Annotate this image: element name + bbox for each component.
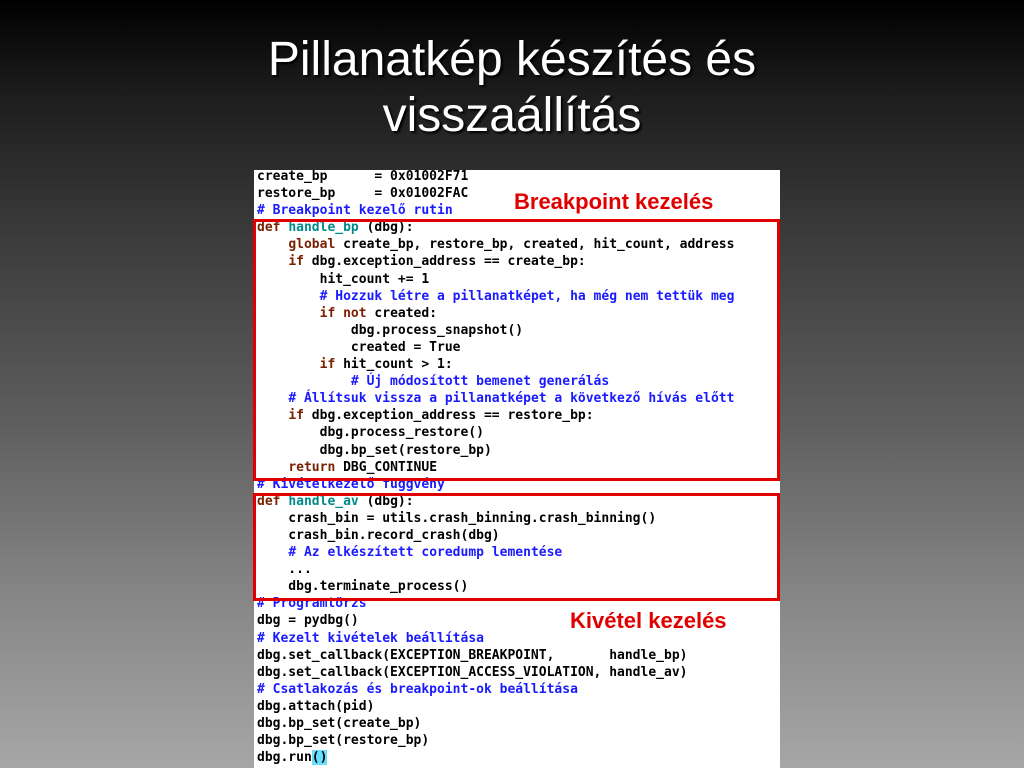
code-comment-line: # Breakpoint kezelő rutin	[257, 203, 453, 219]
code-comment-line: # Kezelt kivételek beállítása	[257, 630, 484, 646]
code-line: if hit_count > 1:	[319, 357, 453, 373]
code-comment-line: # Programtörzs	[257, 596, 367, 612]
code-line: def handle_bp (dbg):	[257, 220, 414, 236]
code-line: dbg.set_callback(EXCEPTION_ACCESS_VIOLATION, handle_av)	[257, 664, 688, 680]
code-line: dbg.terminate_process()	[257, 579, 469, 595]
code-line: hit_count += 1	[257, 271, 430, 287]
exception-handling-label: Kivétel kezelés	[566, 608, 731, 634]
slide-title	[0, 32, 1024, 144]
slide-title-line-2: visszaállítás	[382, 89, 642, 142]
code-line: dbg.process_restore()	[257, 425, 484, 441]
code-line: dbg.run()	[257, 750, 328, 766]
code-line: def handle_av (dbg):	[257, 493, 414, 509]
code-line: return DBG_CONTINUE	[288, 459, 438, 475]
code-line: crash_bin = utils.crash_binning.crash_binning()	[257, 510, 657, 526]
code-comment-line: # Kivételkezelő függvény	[257, 476, 445, 492]
code-line: if not created:	[319, 305, 438, 321]
code-comment-line: # Csatlakozás és breakpoint-ok beállítása	[257, 681, 578, 697]
slide-title-line-1: Pillanatkép készítés és	[267, 33, 757, 86]
code-line: dbg.attach(pid)	[257, 698, 375, 714]
code-line: global create_bp, restore_bp, created, hit_count, address	[288, 237, 735, 253]
code-line: dbg.set_callback(EXCEPTION_BREAKPOINT, handle_bp)	[257, 647, 688, 663]
code-line: dbg.bp_set(restore_bp)	[257, 733, 430, 749]
cursor-highlight: ()	[311, 750, 328, 766]
code-comment-line: # Új módosított bemenet generálás	[350, 374, 610, 390]
code-line: dbg.bp_set(restore_bp)	[257, 442, 492, 458]
code-line: created = True	[257, 339, 461, 355]
code-comment-line: # Az elkészített coredump lementése	[288, 545, 563, 561]
exception-handler-box	[253, 493, 780, 601]
code-line: restore_bp = 0x01002FAC	[257, 186, 469, 202]
code-line: dbg = pydbg()	[257, 613, 359, 629]
code-line: ...	[257, 562, 312, 578]
code-line: create_bp = 0x01002F71	[257, 170, 469, 184]
code-comment-line: # Állítsuk vissza a pillanatképet a következő hívás előtt	[288, 391, 735, 407]
code-line: if dbg.exception_address == restore_bp:	[288, 408, 594, 424]
breakpoint-handling-label: Breakpoint kezelés	[510, 189, 717, 215]
code-line: dbg.bp_set(create_bp)	[257, 716, 422, 731]
code-line: crash_bin.record_crash(dbg)	[257, 527, 500, 543]
code-line: dbg.process_snapshot()	[257, 322, 524, 338]
breakpoint-handler-box	[253, 219, 780, 481]
code-line: if dbg.exception_address == create_bp:	[288, 254, 586, 270]
code-comment-line: # Hozzuk létre a pillanatképet, ha még nem tettük meg	[319, 288, 735, 304]
